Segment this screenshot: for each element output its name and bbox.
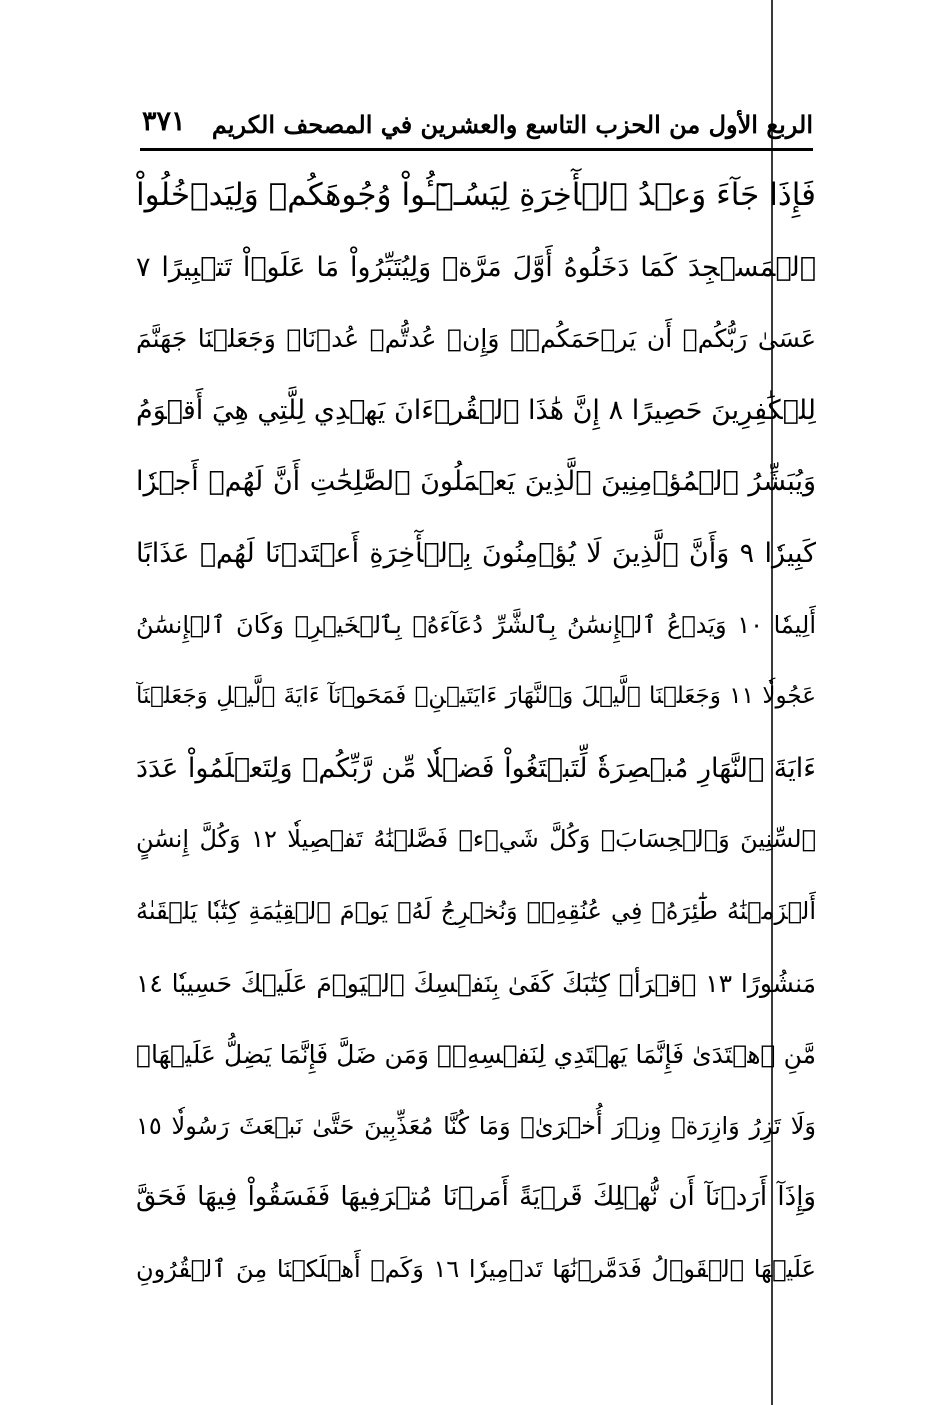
verse-line-4: لِلۡكَٰفِرِينَ حَصِيرًا ٨ إِنَّ هَٰذَا ٱلۡقُرۡءَانَ يَهۡدِي لِلَّتِي هِيَ أَقۡوَمُ [136,394,816,426]
verse-line-13: مَّنِ ٱهۡتَدَىٰ فَإِنَّمَا يَهۡتَدِي لِنَفۡسِهِۦۖ وَمَن ضَلَّ فَإِنَّمَا يَضِلُّ عَلَيۡهَاۚ [136,1040,816,1070]
verse-line-8: عَجُولٗا ١١ وَجَعَلۡنَا ٱلَّيۡلَ وَٱلنَّهَارَ ءَايَتَيۡنِۖ فَمَحَوۡنَآ ءَايَةَ ٱلَّيۡلِ وَجَعَلۡنَآ [136,683,816,710]
verse-line-15: وَإِذَآ أَرَدۡنَآ أَن نُّهۡلِكَ قَرۡيَةً أَمَرۡنَا مُتۡرَفِيهَا فَفَسَقُواْ فِيهَا فَحَقَّ [136,1182,816,1213]
header-title: الربع الأول من الحزب التاسع والعشرين في المصحف الكريم [211,110,813,139]
quran-text-block [136,160,816,1306]
verse-line-1: فَإِذَا جَآءَ وَعۡدُ ٱلۡأٓخِرَةِ لِيَسُـۥٓـُٔواْ وُجُوهَكُمۡ وَلِيَدۡخُلُواْ [136,177,816,213]
verse-line-5: وَيُبَشِّرُ ٱلۡمُؤۡمِنِينَ ٱلَّذِينَ يَعۡمَلُونَ ٱلصَّٰلِحَٰتِ أَنَّ لَهُمۡ أَجۡرٗا [136,466,816,498]
verse-line-14: وَلَا تَزِرُ وَازِرَةٞ وِزۡرَ أُخۡرَىٰۗ وَمَا كُنَّا مُعَذِّبِينَ حَتَّىٰ نَبۡعَثَ رَسُولٗا ١٥ [136,1111,816,1140]
verse-line-3: عَسَىٰ رَبُّكُمۡ أَن يَرۡحَمَكُمۡۚ وَإِنۡ عُدتُّمۡ عُدۡنَاۚ وَجَعَلۡنَا جَهَنَّمَ [136,324,816,354]
page-header [140,100,813,150]
header-divider [140,148,813,151]
verse-line-2: ٱلۡمَسۡجِدَ كَمَا دَخَلُوهُ أَوَّلَ مَرَّةٖ وَلِيُتَبِّرُواْ مَا عَلَوۡاْ تَتۡبِيرًا ٧ [136,251,816,283]
page-number: ٣٧١ [142,106,186,137]
verse-line-9: ءَايَةَ ٱلنَّهَارِ مُبۡصِرَةٗ لِّتَبۡتَغُواْ فَضۡلٗا مِّن رَّبِّكُمۡ وَلِتَعۡلَمُواْ عَدَدَ [136,752,816,784]
verse-line-7: أَلِيمٗا ١٠ وَيَدۡعُ ٱلۡإِنسَٰنُ بِٱلشَّرِّ دُعَآءَهُۥ بِٱلۡخَيۡرِۖ وَكَانَ ٱلۡإِنسَٰنُ [136,610,816,639]
verse-line-6: كَبِيرٗا ٩ وَأَنَّ ٱلَّذِينَ لَا يُؤۡمِنُونَ بِٱلۡأٓخِرَةِ أَعۡتَدۡنَا لَهُمۡ عَذَابًا [136,537,816,569]
verse-line-12: مَنشُورًا ١٣ ٱقۡرَأۡ كِتَٰبَكَ كَفَىٰ بِنَفۡسِكَ ٱلۡيَوۡمَ عَلَيۡكَ حَسِيبٗا ١٤ [136,968,816,998]
verse-line-16: عَلَيۡهَا ٱلۡقَوۡلُ فَدَمَّرۡنَٰهَا تَدۡمِيرٗا ١٦ وَكَمۡ أَهۡلَكۡنَا مِنَ ٱلۡقُرُونِ [136,1254,816,1283]
verse-line-10: ٱلسِّنِينَ وَٱلۡحِسَابَۚ وَكُلَّ شَيۡءٖ فَصَّلۡنَٰهُ تَفۡصِيلٗا ١٢ وَكُلَّ إِنسَٰنٍ [136,825,816,854]
verse-line-11: أَلۡزَمۡنَٰهُ طَٰٓئِرَهُۥ فِي عُنُقِهِۦۖ وَنُخۡرِجُ لَهُۥ يَوۡمَ ٱلۡقِيَٰمَةِ كِتَٰبٗا يَلۡقَىٰهُ [136,896,816,925]
